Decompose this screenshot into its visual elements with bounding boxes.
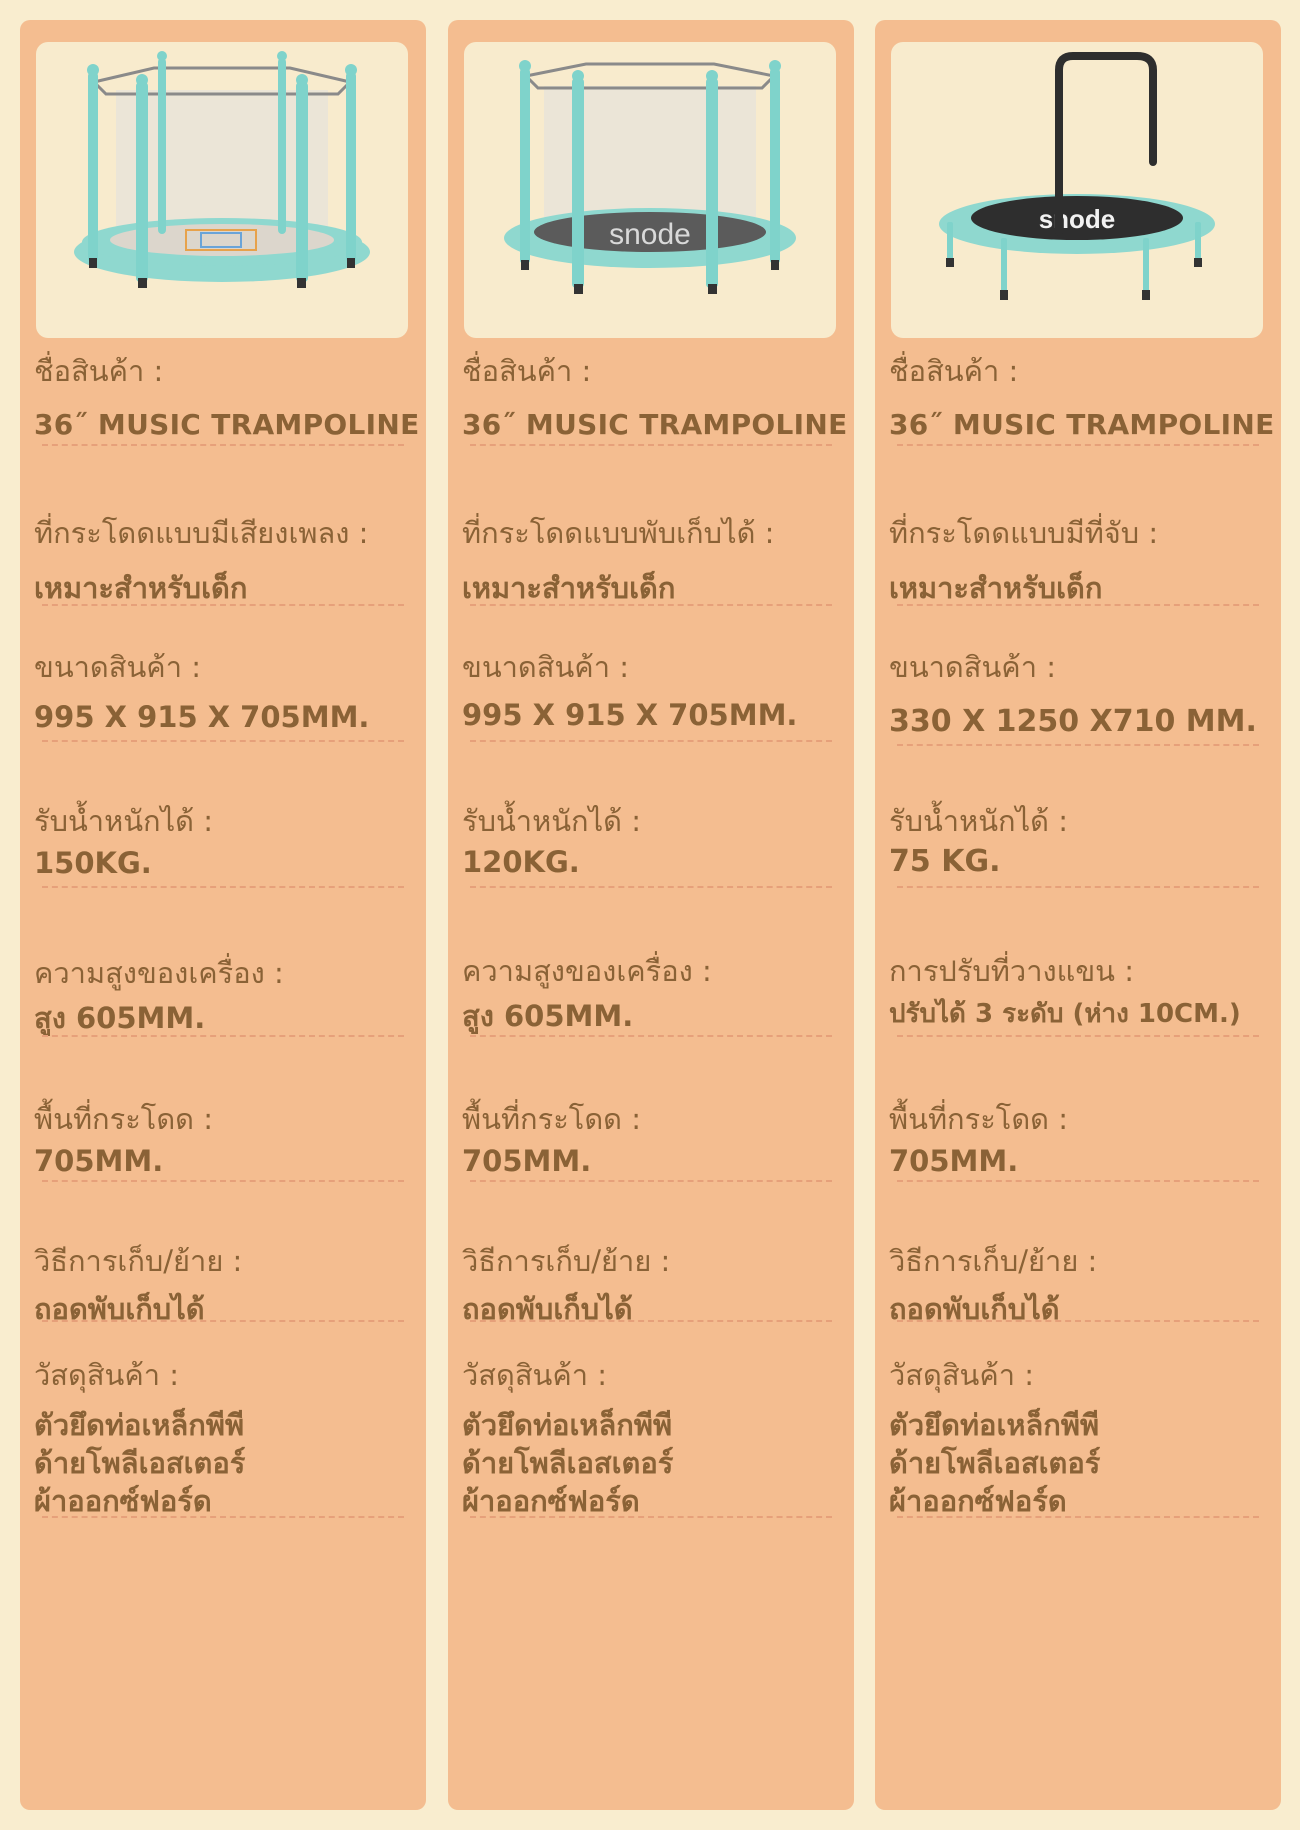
divider [42,444,404,446]
trampoline-enclosure-image [464,42,836,338]
size-value: 995 X 915 X 705MM. [34,700,370,734]
size-value: 330 X 1250 X710 MM. [889,704,1257,739]
type-label: ที่กระโดดแบบมีเสียงเพลง : [34,516,369,550]
jump-area-label: พื้นที่กระโดด : [889,1102,1068,1136]
mat-brand-text: snode [1038,204,1116,234]
divider [897,604,1259,606]
jump-area-value: 705MM. [34,1144,164,1178]
storage-label: วิธีการเก็บ/ย้าย : [34,1244,243,1278]
storage-value: ถอดพับเก็บได้ [889,1292,1060,1326]
size-label: ขนาดสินค้า : [34,650,201,684]
divider [470,886,832,888]
product-image-2 [464,42,836,338]
divider [897,744,1259,746]
divider [897,444,1259,446]
divider [470,740,832,742]
height-value: สูง 605MM. [462,999,634,1033]
material-value-1: ตัวยึดท่อเหล็กพีพี [34,1408,245,1442]
divider [42,1320,404,1322]
material-value-2: ด้ายโพลีเอสเตอร์ [889,1446,1101,1480]
divider [897,1516,1259,1518]
storage-label: วิธีการเก็บ/ย้าย : [462,1244,671,1278]
trampoline-enclosure-image [36,42,408,338]
height-label: ความสูงของเครื่อง : [462,954,712,988]
material-value-3: ผ้าออกซ์ฟอร์ด [889,1484,1067,1518]
divider [42,1035,404,1037]
material-value-1: ตัวยึดท่อเหล็กพีพี [462,1408,673,1442]
weight-label: รับน้ำหนักได้ : [889,804,1068,838]
divider [470,1320,832,1322]
jump-area-label: พื้นที่กระโดด : [462,1102,641,1136]
divider [470,604,832,606]
height-label: ความสูงของเครื่อง : [34,956,284,990]
divider [897,1180,1259,1182]
mat-brand-text: snode [609,218,691,251]
size-label: ขนาดสินค้า : [889,650,1056,684]
product-name: 36˝ MUSIC TRAMPOLINE [34,408,420,441]
divider [42,1180,404,1182]
type-value: เหมาะสำหรับเด็ก [462,571,676,605]
divider [42,1516,404,1518]
product-card-1 [20,20,426,1810]
armrest-label: การปรับที่วางแขน : [889,954,1134,988]
weight-value: 120KG. [462,845,580,879]
divider [42,740,404,742]
material-label: วัสดุสินค้า : [34,1358,180,1392]
material-value-2: ด้ายโพลีเอสเตอร์ [462,1446,674,1480]
material-value-3: ผ้าออกซ์ฟอร์ด [462,1484,640,1518]
weight-value: 75 KG. [889,844,1001,879]
product-card-2 [448,20,854,1810]
product-card-3 [875,20,1281,1810]
divider [470,1180,832,1182]
type-label: ที่กระโดดแบบพับเก็บได้ : [462,516,775,550]
storage-value: ถอดพับเก็บได้ [34,1292,205,1326]
height-value: สูง 605MM. [34,1001,206,1035]
divider [470,444,832,446]
product-name: 36˝ MUSIC TRAMPOLINE [462,408,848,441]
product-image-1 [36,42,408,338]
divider [470,1516,832,1518]
material-value-2: ด้ายโพลีเอสเตอร์ [34,1446,246,1480]
divider [42,886,404,888]
armrest-value: ปรับได้ 3 ระดับ (ห่าง 10CM.) [889,999,1241,1029]
type-value: เหมาะสำหรับเด็ก [889,571,1103,605]
storage-value: ถอดพับเก็บได้ [462,1292,633,1326]
product-name: 36˝ MUSIC TRAMPOLINE [889,408,1275,441]
divider [897,886,1259,888]
product-image-3 [891,42,1263,338]
name-label: ชื่อสินค้า : [34,354,164,388]
type-label: ที่กระโดดแบบมีที่จับ : [889,516,1159,550]
size-value: 995 X 915 X 705MM. [462,698,798,732]
name-label: ชื่อสินค้า : [462,354,592,388]
material-label: วัสดุสินค้า : [462,1358,608,1392]
storage-label: วิธีการเก็บ/ย้าย : [889,1244,1098,1278]
divider [470,1035,832,1037]
material-value-3: ผ้าออกซ์ฟอร์ด [34,1484,212,1518]
type-value: เหมาะสำหรับเด็ก [34,571,248,605]
jump-area-label: พื้นที่กระโดด : [34,1102,213,1136]
trampoline-handle-image [891,42,1263,338]
divider [42,604,404,606]
weight-value: 150KG. [34,846,152,880]
weight-label: รับน้ำหนักได้ : [462,804,641,838]
size-label: ขนาดสินค้า : [462,650,629,684]
jump-area-value: 705MM. [462,1144,592,1178]
material-value-1: ตัวยึดท่อเหล็กพีพี [889,1408,1100,1442]
name-label: ชื่อสินค้า : [889,354,1019,388]
jump-area-value: 705MM. [889,1144,1019,1178]
material-label: วัสดุสินค้า : [889,1358,1035,1392]
divider [897,1320,1259,1322]
divider [897,1035,1259,1037]
weight-label: รับน้ำหนักได้ : [34,804,213,838]
